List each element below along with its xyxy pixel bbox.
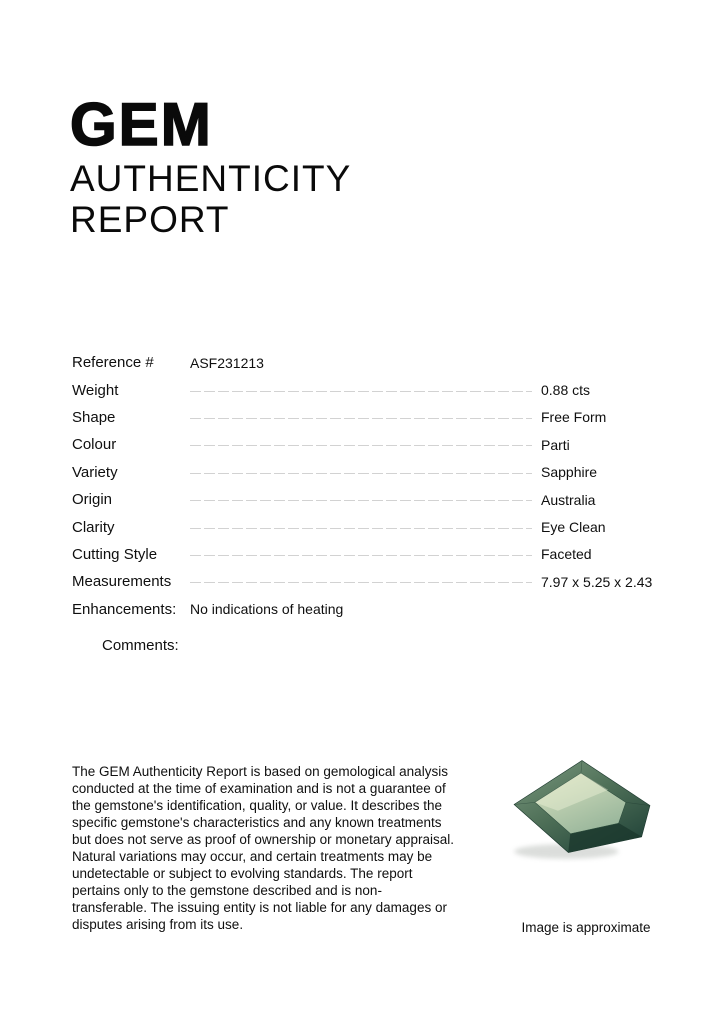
- field-label-shape: Shape: [72, 408, 116, 426]
- leader-line: [190, 473, 532, 474]
- field-value-weight: 0.88 cts: [541, 382, 591, 399]
- field-value-colour: Parti: [541, 436, 570, 453]
- report-title-main: GEM: [70, 91, 213, 158]
- report-subtitle-line1: AUTHENTICITY: [70, 158, 352, 199]
- report-header: [70, 91, 352, 240]
- field-value-measurements: 7.97 x 5.25 x 2.43: [541, 573, 653, 590]
- field-row-cutting-style: [72, 541, 653, 568]
- gem-illustration: [502, 748, 662, 863]
- field-value-reference: ASF231213: [190, 354, 264, 371]
- field-value-enhancements: No indications of heating: [190, 601, 344, 618]
- disclaimer-text: The GEM Authenticity Report is based on gemological analysis conducted at the time of examination and is not a guarantee of the gemstone's identification, quality, or value. It describes the specific gemstone's characteristics and any known treatments but does not serve as proof of ownership or monetary appraisal. Natural variations may occur, and certain treatments may be undetectable or subject to evolving standards. The report pertains only to the gemstone described and is non-transferable. The issuing entity is not liable for any damages or disputes arising from its use.: [72, 764, 454, 932]
- leader-line: [190, 528, 532, 529]
- gem-details-section: [72, 349, 653, 659]
- field-row-enhancements: [72, 596, 653, 623]
- field-row-clarity: [72, 513, 653, 540]
- field-label-origin: Origin: [72, 491, 113, 509]
- report-subtitle: [70, 158, 351, 240]
- field-row-reference: [72, 349, 653, 376]
- leader-line: [190, 555, 532, 556]
- field-row-origin: [72, 486, 653, 513]
- leader-line: [190, 582, 532, 583]
- leader-line: [190, 391, 532, 392]
- field-row-shape: [72, 404, 653, 431]
- field-label-cutting-style: Cutting Style: [72, 545, 158, 563]
- leader-line: [190, 445, 532, 446]
- leader-line: [190, 500, 532, 501]
- field-value-shape: Free Form: [541, 409, 607, 426]
- field-row-weight: [72, 376, 653, 403]
- gem-photo: [502, 748, 662, 863]
- field-label-colour: Colour: [72, 436, 117, 454]
- field-value-origin: Australia: [541, 491, 596, 508]
- field-label-reference: Reference #: [72, 354, 154, 372]
- field-label-comments: Comments:: [102, 637, 179, 655]
- field-row-variety: [72, 459, 653, 486]
- field-row-colour: [72, 431, 653, 458]
- field-row-measurements: [72, 568, 653, 595]
- report-subtitle-line2: REPORT: [70, 199, 230, 240]
- field-value-cutting-style: Faceted: [541, 546, 592, 563]
- image-caption: Image is approximate: [521, 920, 651, 935]
- field-label-variety: Variety: [72, 463, 118, 481]
- field-label-weight: Weight: [72, 381, 119, 399]
- leader-line: [190, 418, 532, 419]
- field-label-clarity: Clarity: [72, 518, 115, 536]
- field-value-clarity: Eye Clean: [541, 519, 606, 536]
- field-row-comments: [72, 632, 653, 659]
- field-label-enhancements: Enhancements:: [72, 600, 177, 618]
- field-value-variety: Sapphire: [541, 464, 598, 481]
- field-label-measurements: Measurements: [72, 573, 172, 591]
